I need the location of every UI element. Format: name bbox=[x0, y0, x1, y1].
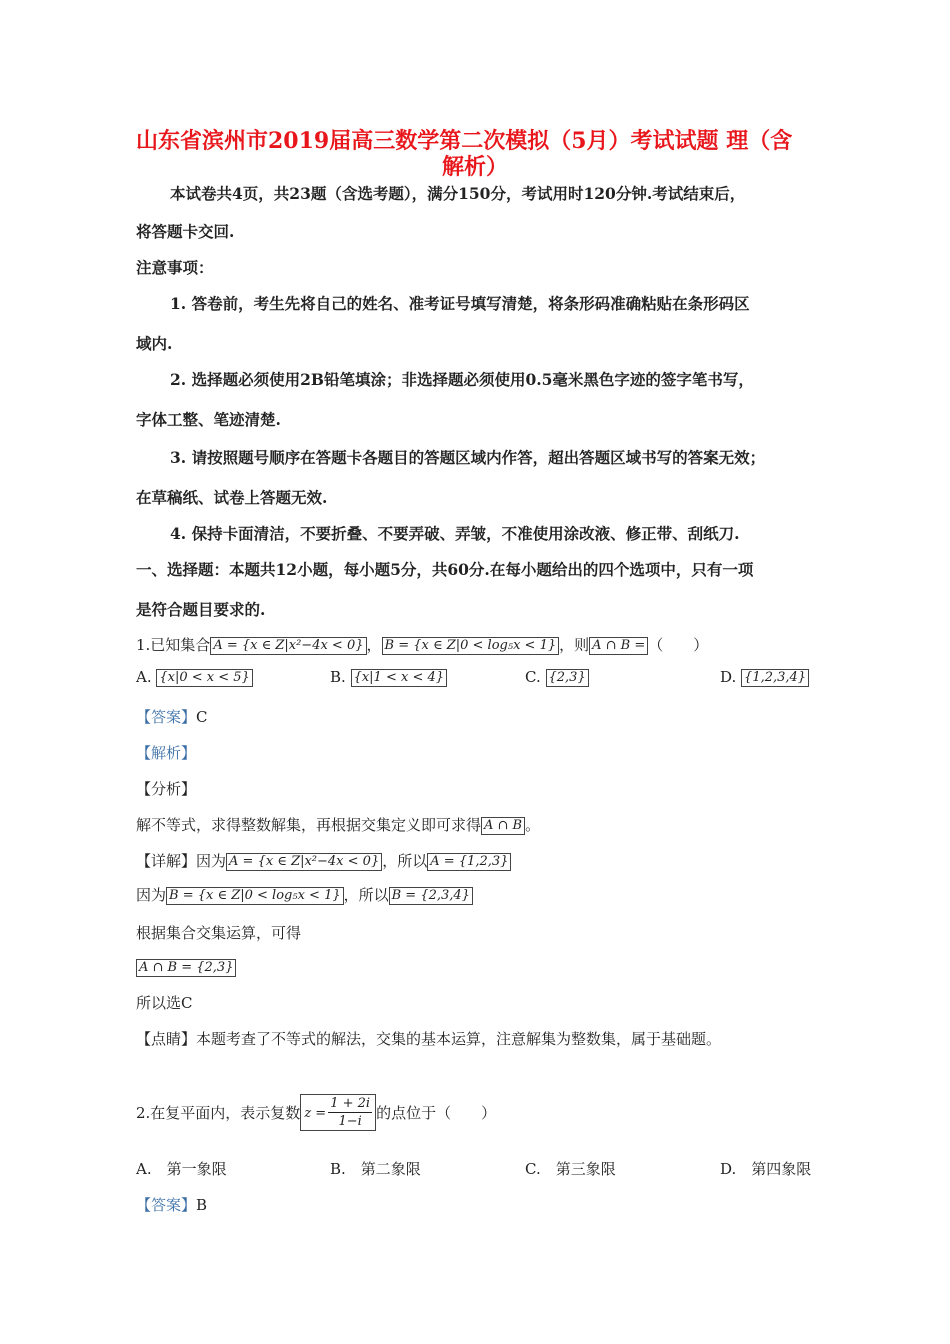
document-title-line2: 解析） bbox=[442, 154, 509, 180]
q1-fenxi-tag: 【分析】 bbox=[136, 780, 197, 798]
q1-comment: 【点睛】本题考查了不等式的解法，交集的基本运算，注意解集为整数集，属于基础题。 bbox=[136, 1030, 722, 1048]
q1-option-a: A. {x|0 < x < 5} bbox=[136, 668, 253, 687]
q2-option-b: B. 第二象限 bbox=[330, 1160, 421, 1178]
intro-line2: 将答题卡交回. bbox=[136, 222, 235, 241]
q1-answer: 【答案】C bbox=[136, 708, 208, 726]
notice-item1-b: 域内. bbox=[136, 334, 173, 353]
notice-item3-a: 3. 请按照题号顺序在答题卡各题目的答题区域内作答，超出答题区域书写的答案无效； bbox=[170, 448, 766, 467]
q2-option-d: D. 第四象限 bbox=[720, 1160, 812, 1178]
section1-line2: 是符合题目要求的. bbox=[136, 600, 266, 619]
notice-item3-b: 在草稿纸、试卷上答题无效. bbox=[136, 488, 328, 507]
notice-item2-a: 2. 选择题必须使用2B铅笔填涂；非选择题必须使用0.5毫米黑色字迹的签字笔书写， bbox=[170, 370, 754, 389]
q1-option-d: D. {1,2,3,4} bbox=[720, 668, 809, 687]
answer-tag: 【答案】 bbox=[136, 708, 197, 726]
q2-option-c: C. 第三象限 bbox=[525, 1160, 616, 1178]
q1-detail-line3: 根据集合交集运算，可得 bbox=[136, 924, 302, 942]
q1-analysis-tag: 【解析】 bbox=[136, 744, 197, 762]
notice-item2-b: 字体工整、笔迹清楚. bbox=[136, 410, 281, 429]
notice-heading: 注意事项： bbox=[136, 258, 214, 277]
notice-item1-a: 1. 答卷前，考生先将自己的姓名、准考证号填写清楚，将条形码准确粘贴在条形码区 bbox=[170, 294, 750, 313]
document-title-line1: 山东省滨州市2019届高三数学第二次模拟（5月）考试试题 理（含 bbox=[136, 128, 793, 154]
q1-detail-line2: 因为 B = {x ∈ Z|0 < log₅x < 1} ，所以 B = {2,3,4} bbox=[136, 884, 473, 905]
q1-detail-line4: A ∩ B = {2,3} bbox=[136, 958, 236, 977]
intro-line1: 本试卷共4页，共23题（含选考题），满分150分，考试用时120分钟.考试结束后， bbox=[170, 184, 746, 203]
notice-item4: 4. 保持卡面清洁，不要折叠、不要弄破、弄皱，不准使用涂改液、修正带、刮纸刀. bbox=[170, 524, 740, 543]
q1-intersection-formula: A ∩ B = bbox=[589, 637, 648, 655]
q1-option-b: B. {x|1 < x < 4} bbox=[330, 668, 447, 687]
q1-stem: 1.已知集合 A = {x ∈ Z|x²−4x < 0} ， B = {x ∈ Z|0 < log₅x < 1} ，则 A ∩ B = （ ） bbox=[136, 636, 709, 654]
q1-detail-line1: 【详解】因为 A = {x ∈ Z|x²−4x < 0} ，所以 A = {1,2,3} bbox=[136, 850, 511, 871]
q2-answer: 【答案】B bbox=[136, 1196, 208, 1214]
q2-fraction-formula: z = $\frac{1 + 2i}{1-i}$ bbox=[300, 1094, 376, 1131]
q1-detail-line5: 所以选C bbox=[136, 994, 193, 1012]
q1-fenxi-text: 解不等式，求得整数解集，再根据交集定义即可求得 A ∩ B 。 bbox=[136, 816, 541, 834]
q1-set-a-formula: A = {x ∈ Z|x²−4x < 0} bbox=[210, 637, 366, 655]
q1-set-b-formula: B = {x ∈ Z|0 < log₅x < 1} bbox=[382, 637, 560, 655]
q2-option-a: A. 第一象限 bbox=[136, 1160, 227, 1178]
q1-option-c: C. {2,3} bbox=[525, 668, 589, 687]
section1-line1: 一、选择题：本题共12小题，每小题5分，共60分.在每小题给出的四个选项中，只有一项 bbox=[136, 560, 754, 579]
q2-stem: 2.在复平面内，表示复数 z = $\frac{1 + 2i}{1-i}$ 的点位于（ ） bbox=[136, 1096, 497, 1129]
answer-tag: 【答案】 bbox=[136, 1196, 197, 1214]
